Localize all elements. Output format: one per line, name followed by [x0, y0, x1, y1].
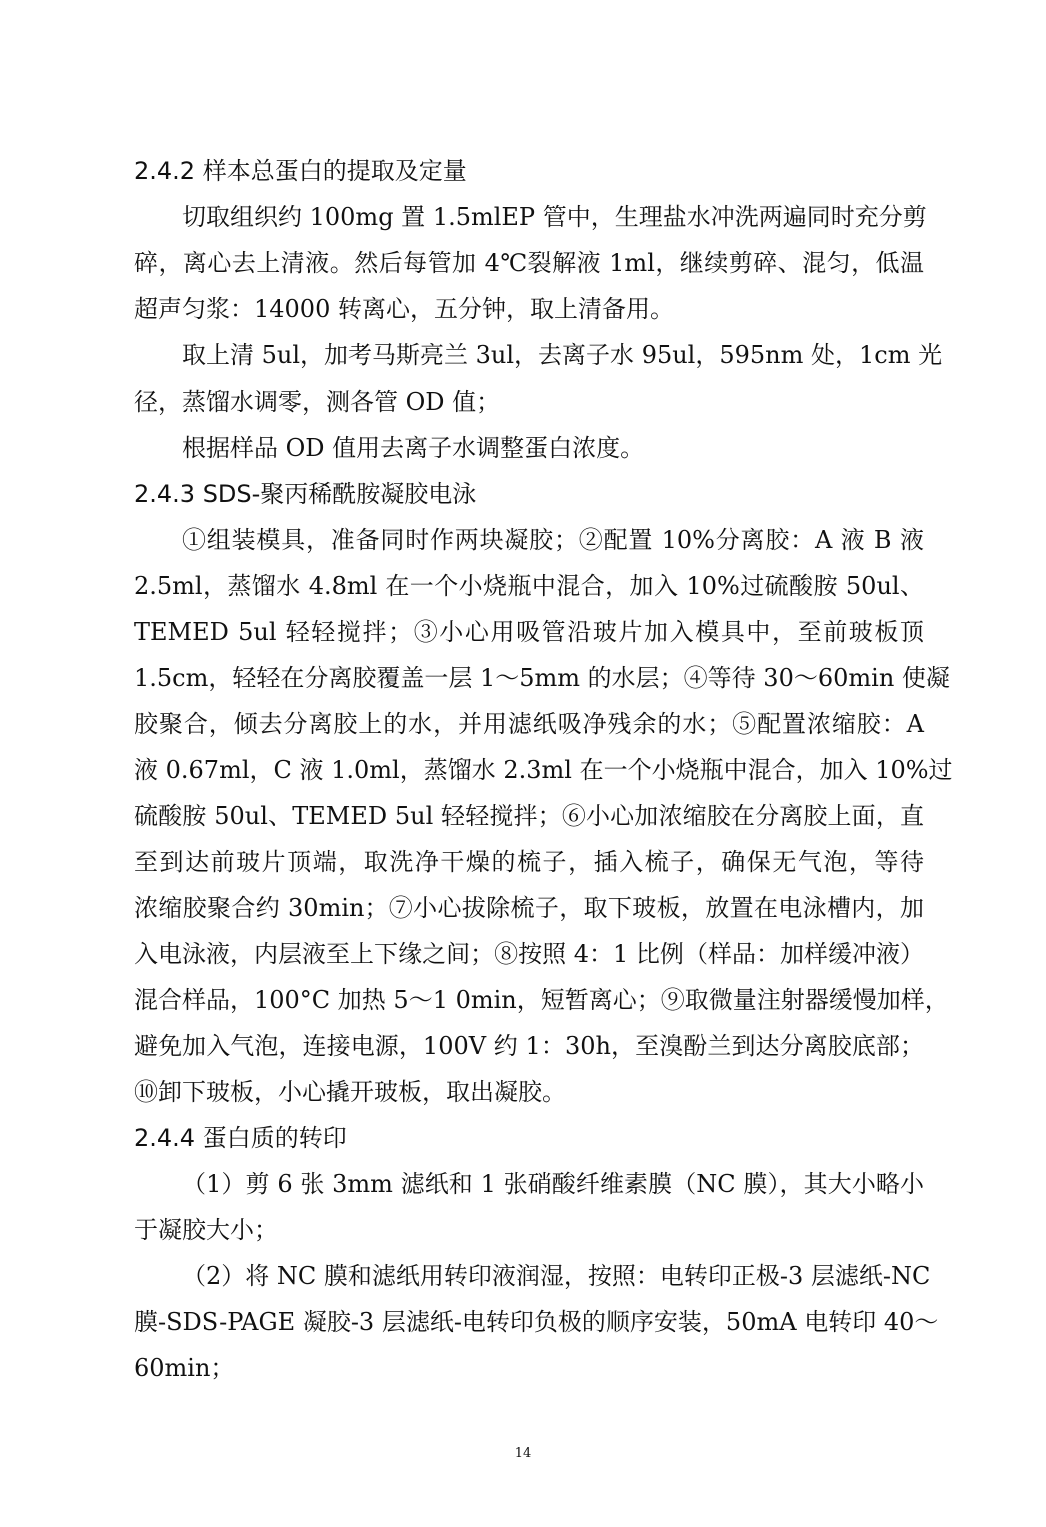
paragraph-line: TEMED 5ul 轻轻搅拌；③小心用吸管沿玻片加入模具中，至前玻板顶	[134, 618, 924, 646]
paragraph-line: 入电泳液，内层液至上下缘之间；⑧按照 4：1 比例（样品：加样缓冲液）	[134, 940, 924, 968]
paragraph-line: 于凝胶大小；	[134, 1216, 278, 1244]
paragraph-line: （2）将 NC 膜和滤纸用转印液润湿，按照：电转印正极-3 层滤纸-NC	[182, 1262, 931, 1290]
page-number: 14	[514, 1446, 532, 1461]
paragraph-line: 液 0.67ml，C 液 1.0ml，蒸馏水 2.3ml 在一个小烧瓶中混合，加入 10%过	[134, 756, 953, 784]
paragraph-line: 2.5ml，蒸馏水 4.8ml 在一个小烧瓶中混合，加入 10%过硫酸胺 50ul、	[134, 572, 924, 600]
paragraph-line: 60min；	[134, 1354, 235, 1382]
paragraph-line: 硫酸胺 50ul、TEMED 5ul 轻轻搅拌；⑥小心加浓缩胶在分离胶上面，直	[134, 802, 924, 830]
paragraph-line: 切取组织约 100mg 置 1.5mlEP 管中，生理盐水冲洗两遍同时充分剪	[182, 203, 927, 231]
paragraph-line: 浓缩胶聚合约 30min；⑦小心拔除梳子，取下玻板，放置在电泳槽内，加	[134, 894, 924, 922]
paragraph-line: 膜-SDS-PAGE 凝胶-3 层滤纸-电转印负极的顺序安装，50mA 电转印 40～	[134, 1308, 939, 1336]
paragraph-line: ⑩卸下玻板，小心撬开玻板，取出凝胶。	[134, 1078, 566, 1106]
paragraph-line: 根据样品 OD 值用去离子水调整蛋白浓度。	[182, 434, 645, 462]
paragraph-line: 取上清 5ul，加考马斯亮兰 3ul，去离子水 95ul，595nm 处，1cm 光	[182, 341, 943, 369]
paragraph-line: 径，蒸馏水调零，测各管 OD 值；	[134, 388, 501, 416]
section-heading-2-4-2: 2.4.2 样本总蛋白的提取及定量	[134, 157, 467, 185]
paragraph-line: 混合样品，100°C 加热 5～1 0min，短暂离心；⑨取微量注射器缓慢加样，	[134, 986, 949, 1014]
paragraph-line: 碎，离心去上清液。然后每管加 4℃裂解液 1ml，继续剪碎、混匀，低温	[134, 249, 924, 277]
paragraph-line: 胶聚合，倾去分离胶上的水，并用滤纸吸净残余的水；⑤配置浓缩胶：A	[134, 710, 924, 738]
paragraph-line: 超声匀浆：14000 转离心，五分钟，取上清备用。	[134, 295, 674, 323]
section-heading-2-4-3: 2.4.3 SDS-聚丙稀酰胺凝胶电泳	[134, 480, 477, 508]
section-heading-2-4-4: 2.4.4 蛋白质的转印	[134, 1124, 347, 1152]
paragraph-line: 避免加入气泡，连接电源，100V 约 1：30h，至溴酚兰到达分离胶底部；	[134, 1032, 924, 1060]
paragraph-line: 1.5cm，轻轻在分离胶覆盖一层 1～5mm 的水层；④等待 30～60min 使凝	[134, 664, 950, 692]
paragraph-line: （1）剪 6 张 3mm 滤纸和 1 张硝酸纤维素膜（NC 膜），其大小略小	[182, 1170, 924, 1198]
paragraph-line: ①组装模具，准备同时作两块凝胶；②配置 10%分离胶：A 液 B 液	[182, 526, 924, 554]
paragraph-line: 至到达前玻片顶端，取洗净干燥的梳子，插入梳子，确保无气泡，等待	[134, 848, 924, 876]
